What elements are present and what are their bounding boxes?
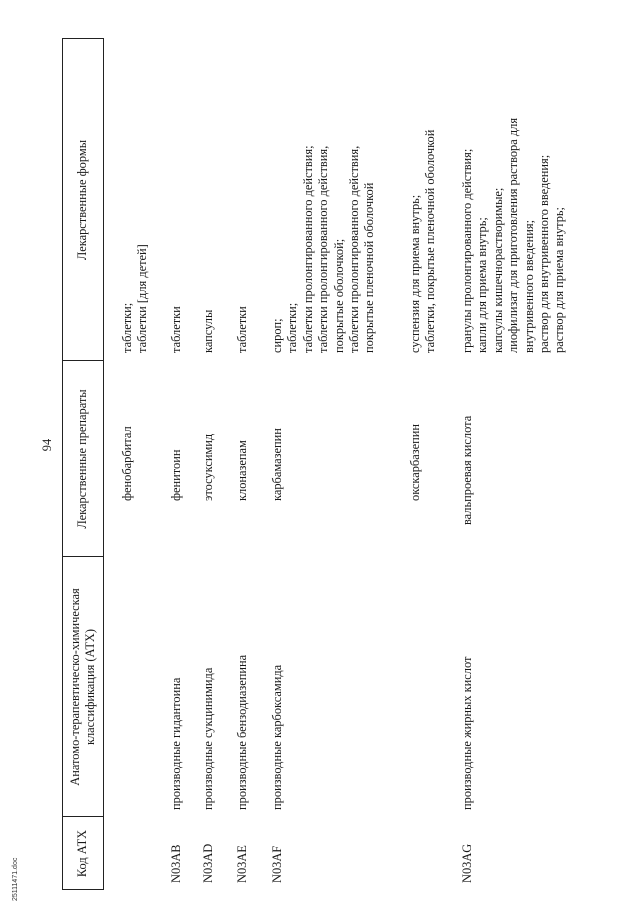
dosage-form-line: капсулы кишечнорастворимые; xyxy=(490,187,505,353)
atc-code: N03AB xyxy=(169,844,183,883)
dosage-forms xyxy=(201,43,216,353)
drug-name: окскарбазепин xyxy=(408,423,422,501)
drug-name: карбамазепин xyxy=(270,428,284,501)
dosage-form-line: лиофилизат для приготовления раствора для xyxy=(506,117,521,353)
dosage-form-line: капли для приема внутрь; xyxy=(475,217,490,353)
drug-table xyxy=(35,38,640,905)
dosage-form-line: таблетки пролонгированного действия, xyxy=(316,145,331,353)
dosage-form-line: таблетки xyxy=(169,306,183,353)
atc-code: N03AG xyxy=(460,843,474,883)
dosage-form-line: суспензия для приема внутрь; xyxy=(408,194,422,353)
atc-code: N03AD xyxy=(201,843,215,883)
drug-name: клоназепам xyxy=(235,440,249,501)
dosage-forms xyxy=(408,43,439,353)
atc-group: производные сукцинимида xyxy=(201,667,215,810)
header-code: Код АТХ xyxy=(75,829,89,878)
dosage-form-line: раствор для приема внутрь; xyxy=(552,207,567,353)
atc-group: производные жирных кислот xyxy=(460,656,474,810)
document-footer: 25111471.doc xyxy=(12,857,19,901)
drug-name: вальпроевая кислота xyxy=(460,415,474,525)
dosage-form-line: таблетки; xyxy=(120,302,134,353)
header-drugs: Лекарственные препараты xyxy=(75,389,89,529)
dosage-forms xyxy=(169,43,184,353)
atc-group: производные бензодиазепина xyxy=(235,654,249,810)
header-bottom-border xyxy=(103,38,104,890)
drug-name: фенитоин xyxy=(169,449,183,501)
dosage-form-line: таблетки; xyxy=(285,302,300,353)
dosage-form-line: покрытые оболочкой; xyxy=(331,238,346,353)
header-forms: Лекарственные формы xyxy=(75,139,89,261)
header-atc: Анатомо-терапевтическо-химическая классификация (АТХ) xyxy=(68,588,98,786)
page-number: 94 xyxy=(40,438,54,452)
dosage-form-line: капсулы xyxy=(201,309,215,353)
atc-code: N03AF xyxy=(270,845,284,883)
dosage-forms xyxy=(235,43,250,353)
atc-group: производные гидантоина xyxy=(169,677,183,810)
dosage-forms xyxy=(270,43,378,353)
drug-name: этосуксимид xyxy=(201,433,215,501)
dosage-forms xyxy=(460,43,568,353)
dosage-form-line: раствор для внутривенного введения; xyxy=(537,154,552,353)
table-top-border xyxy=(62,38,63,890)
dosage-form-line: таблетки пролонгированного действия; xyxy=(300,145,315,353)
dosage-form-line: таблетки, покрытые пленочной оболочкой xyxy=(423,129,438,353)
dosage-form-line: сироп; xyxy=(270,318,284,353)
atc-code: N03AE xyxy=(235,845,249,883)
dosage-form-line: таблетки xyxy=(235,306,249,353)
dosage-form-line: внутривенного введения; xyxy=(521,219,536,353)
dosage-form-line: таблетки [для детей] xyxy=(135,244,150,353)
dosage-forms xyxy=(120,43,151,353)
drug-name: фенобарбитал xyxy=(120,426,134,501)
dosage-form-line: покрытые пленочной оболочкой xyxy=(362,182,377,353)
dosage-form-line: таблетки пролонгированного действия, xyxy=(347,145,362,353)
dosage-form-line: гранулы пролонгированного действия; xyxy=(460,148,474,353)
atc-group: производные карбоксамида xyxy=(270,664,284,810)
